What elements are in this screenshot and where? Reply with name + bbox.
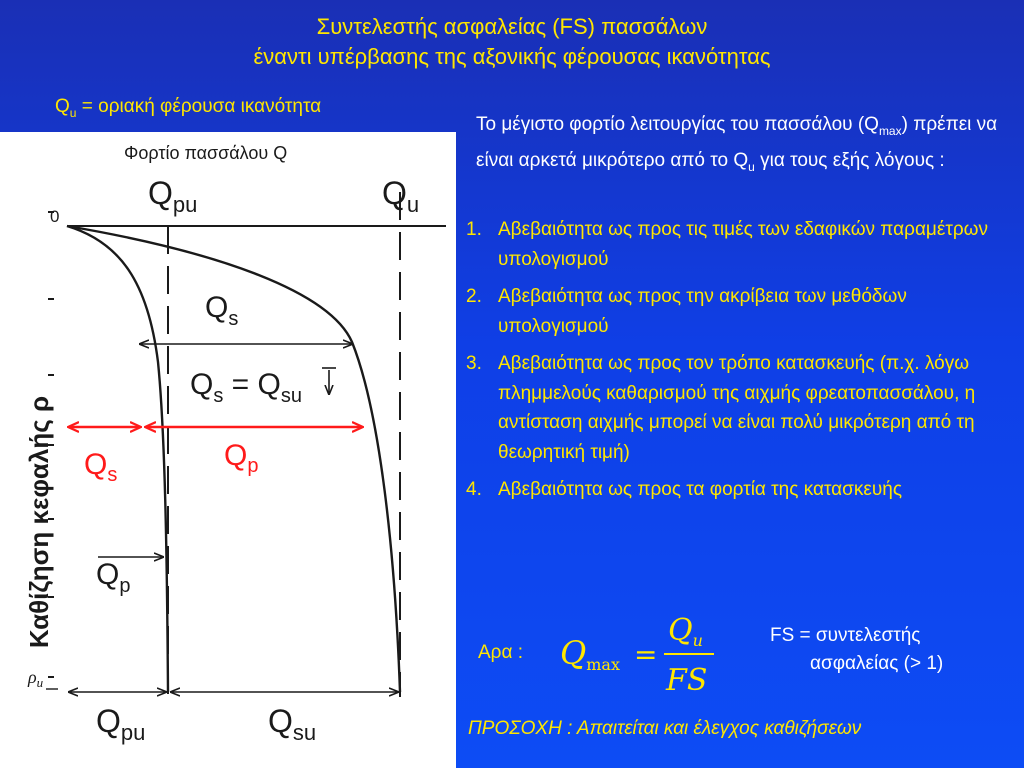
formula-lhs: Qmax <box>560 634 620 674</box>
settlement-axis-label <box>24 396 54 648</box>
settlement-warning: ΠΡΟΣΟΧΗ : Απαιτείται και έλεγχος καθιζήσεων <box>468 718 862 739</box>
list-item: 4. Αβεβαιότητα ως προς τα φορτία της κατασκευής <box>466 479 902 500</box>
qs-mid-label: $Q_s$ <box>205 291 239 330</box>
qmax-formula <box>556 610 726 700</box>
fs-definition-line-2: ασφαλείας (> 1) <box>810 653 944 674</box>
qpu-bottom-label: $Q_{pu}$ <box>96 703 146 745</box>
qu-symbol: Q <box>55 96 70 117</box>
title-line-2: έναντι υπέρβασης της αξονικής φέρουσας ικανότητας <box>253 44 771 69</box>
list-item: 1. Αβεβαιότητα ως προς τις τιμές των εδαφικών παραμέτρων υπολογισμού <box>466 219 988 270</box>
fs-definition-line-1: FS = συντελεστής <box>770 625 921 646</box>
reasons-list <box>466 215 1006 513</box>
list-item: 2. Αβεβαιότητα ως προς την ακρίβεια των μεθόδων υπολογισμού <box>466 286 907 337</box>
rho-u-label: $\rho_u$ <box>28 667 44 690</box>
qu-definition <box>55 96 321 120</box>
zero-label: 0 <box>50 207 60 226</box>
title-line-1: Συντελεστής ασφαλείας (FS) πασσάλων <box>316 14 708 39</box>
formula-denominator: FS <box>666 663 708 698</box>
qp-lower-label: $Q_p$ <box>96 558 131 597</box>
qu-subscript: u <box>69 105 77 120</box>
list-item: 3. Αβεβαιότητα ως προς τον τρόπο κατασκευής (π.χ. λόγω πλημμελούς καθαρισμού της αιχμής φρεατοπασσάλου, η αντίσταση αιχμής μπορεί να είναι πολύ μικρότερη από τη θεωρητική τιμή) <box>466 353 976 463</box>
load-axis-label: Φορτίο πασσάλου Q <box>124 143 288 163</box>
qu-top-label: $Q_u$ <box>382 175 420 217</box>
qu-definition-text: = οριακή φέρουσα ικανότητα <box>76 96 322 117</box>
qs-red-label: $Q_s$ <box>84 448 118 486</box>
qs-equals-qsu-label: $Q_s = Q_{su}$ <box>190 368 303 407</box>
intro-paragraph: Το μέγιστο φορτίο λειτουργίας του πασσάλου $(Q_{max})$ πρέπει να είναι αρκετά μικρότερο από το $Q_u$ για τους εξής λόγους : <box>476 114 998 174</box>
fs-definition <box>770 622 943 678</box>
formula-numerator: $Q_u$ <box>668 613 703 650</box>
qpu-top-label: $Q_{pu}$ <box>148 175 198 217</box>
qp-red-label: $Q_p$ <box>224 439 259 477</box>
tip-load-curve <box>67 226 168 692</box>
qsu-bottom-label: $Q_{su}$ <box>268 703 317 745</box>
load-settlement-diagram <box>0 132 456 768</box>
svg-text:Καθίζηση κεφαλής ρ: Καθίζηση κεφαλής ρ <box>24 395 54 649</box>
ara-label: Αρα : <box>478 642 524 663</box>
slide-title <box>0 12 1024 72</box>
formula-equals: = <box>634 638 658 671</box>
